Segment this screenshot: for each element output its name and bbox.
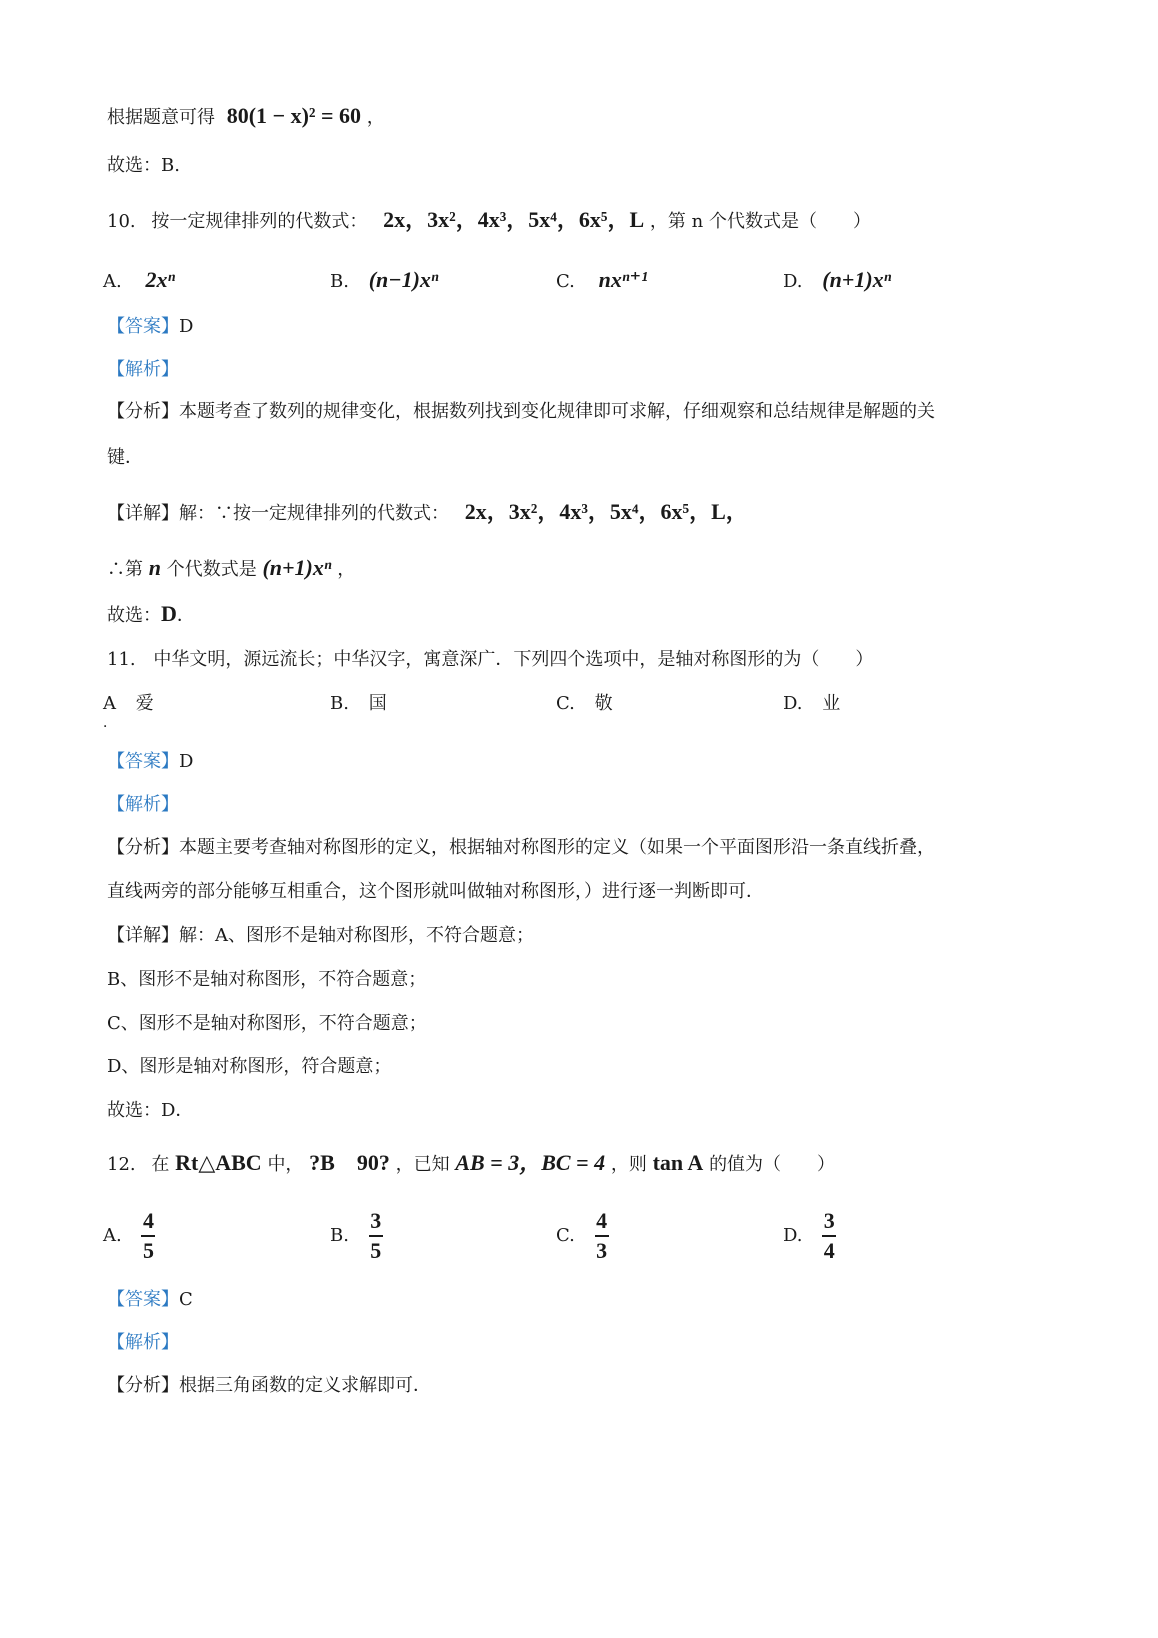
q10-choice [107,602,195,628]
option-letter: D. [783,271,803,292]
denominator: 5 [142,1238,154,1263]
q12-option-d [783,1210,836,1262]
xiangjie-sequence: 2x，3x²，4x³，5x⁴，6x⁵，L， [464,499,748,524]
q11-line-d: D、图形是轴对称图形，符合题意； [107,1056,392,1077]
option-fraction [369,1210,383,1262]
q11-stem-line [107,648,873,672]
q11-option-c [556,692,613,716]
q11-xiangjie-1 [107,924,534,948]
intro-suffix: ， [366,107,385,128]
option-fraction [822,1210,836,1262]
option-expr: nxⁿ⁺¹ [598,267,648,292]
q10-analysis-label: 【解析】 [107,359,179,380]
q12-number: 12. [107,1154,136,1175]
intro-equation: 80(1 − x)² = 60 [226,103,362,128]
answer-value: C [179,1289,193,1310]
q12-angle: ?B 90? [309,1150,390,1175]
denominator: 4 [823,1238,835,1263]
answer-value: D [179,751,194,772]
option-letter: A [103,693,116,714]
q11-analysis-label: 【解析】 [107,794,179,815]
xiangjie-2-expr: (n+1)xⁿ [262,555,332,580]
q10-xiangjie-1 [107,500,748,526]
option-letter: D. [783,693,803,714]
q12-fenxi-1 [107,1374,431,1398]
answer-label: 【答案】 [107,1289,179,1310]
q10-option-a [103,268,175,294]
option-letter: C. [556,1225,575,1246]
xiangjie-2-pre: ∴第 [107,559,143,580]
q12-option-a [103,1210,155,1262]
q10-number: 10. [107,211,136,232]
q12-option-b [330,1210,383,1262]
q10-option-b [330,268,439,294]
fenxi-text: 本题考查了数列的规律变化，根据数列找到变化规律即可求解，仔细观察和总结规律是解题的关 [179,401,935,422]
fenxi-label: 【分析】 [107,401,179,422]
option-text: 国 [368,693,387,714]
xiangjie-text: 解：A、图形不是轴对称图形，不符合题意； [179,925,534,946]
q11-option-b [330,692,387,716]
q11-answer [107,750,193,774]
xiangjie-2-mid: 个代数式是 [166,559,257,580]
fenxi-text: 本题主要考查轴对称图形的定义，根据轴对称图形的定义（如果一个平面图形沿一条直线折叠， [179,837,935,858]
xiangjie-2-n: n [148,555,161,580]
option-expr: (n−1)xⁿ [368,267,439,292]
choice-letter: D [161,601,177,626]
q12-given: AB = 3，BC = 4 [455,1150,606,1175]
q10-stem-tail: ，第 n 个代数式是（ ） [649,211,871,232]
q11-choice: 故选：D． [107,1100,194,1121]
q12-stem-5: 的值为（ ） [709,1154,836,1175]
option-letter: B. [330,1225,349,1246]
xiangjie-label: 【详解】 [107,925,179,946]
q11-line-c: C、图形不是轴对称图形，不符合题意； [107,1013,427,1034]
q12-stem-line [107,1151,835,1177]
xiangjie-2-suffix: ， [337,559,356,580]
q12-option-c [556,1210,609,1262]
denominator: 5 [370,1238,382,1263]
xiangjie-label: 【详解】 [107,503,179,524]
intro-choice: 故选：B. [107,155,180,176]
q11-number: 11. [107,649,136,670]
choice-pre: 故选： [107,605,161,626]
intro-prefix: 根据题意可得 [107,107,215,128]
denominator: 3 [596,1238,608,1263]
q10-fenxi-2: 键． [107,447,143,468]
q10-xiangjie-2 [107,556,355,582]
fenxi-text: 根据三角函数的定义求解即可． [179,1375,431,1396]
numerator: 3 [370,1208,382,1233]
q12-stem-4: ，则 [610,1154,647,1175]
q12-triangle: Rt△ABC [175,1150,262,1175]
q10-option-d [783,268,891,294]
option-fraction [141,1210,155,1262]
option-expr: (n+1)xⁿ [822,267,892,292]
q12-stem-1: 在 [151,1154,170,1175]
q11-line-b: B、图形不是轴对称图形，不符合题意； [107,969,427,990]
q10-stem: 按一定规律排列的代数式： [151,211,368,232]
q11-stem: 中华文明，源远流长；中华汉字，寓意深广．下列四个选项中，是轴对称图形的为（ ） [153,649,874,670]
q10-sequence: 2x，3x²，4x³，5x⁴，6x⁵，L [383,207,645,232]
q10-option-c [556,268,648,294]
answer-label: 【答案】 [107,316,179,337]
q11-fenxi-1 [107,836,935,860]
option-expr: 2xⁿ [145,267,176,292]
option-letter: B. [330,693,349,714]
q12-stem-3: ，已知 [395,1154,450,1175]
fenxi-label: 【分析】 [107,837,179,858]
option-letter: C. [556,271,575,292]
numerator: 3 [823,1208,835,1233]
option-letter: C. [556,693,575,714]
option-text: 敬 [594,693,613,714]
q10-answer [107,315,193,339]
option-letter: B. [330,271,349,292]
numerator: 4 [596,1208,608,1233]
q11-fenxi-2: 直线两旁的部分能够互相重合，这个图形就叫做轴对称图形，）进行逐一判断即可． [107,881,764,902]
q12-tan: tan A [652,1150,704,1175]
option-letter: A. [103,271,122,292]
q12-analysis-label: 【解析】 [107,1332,179,1353]
intro-line [107,104,385,130]
fenxi-label: 【分析】 [107,1375,179,1396]
answer-value: D [179,316,194,337]
xiangjie-text: 解：∵按一定规律排列的代数式： [179,503,449,524]
option-letter: D. [783,1225,803,1246]
option-text: 业 [822,693,841,714]
q10-fenxi-1 [107,400,935,424]
option-fraction [595,1210,609,1262]
option-text: 爱 [135,693,154,714]
option-letter: A. [103,1225,122,1246]
answer-label: 【答案】 [107,751,179,772]
q10-stem-line [107,208,871,234]
q11-option-d [783,692,840,716]
choice-suffix: ． [176,605,195,626]
q11-stray-dot: ． [103,715,117,731]
q12-stem-2: 中， [267,1154,304,1175]
numerator: 4 [142,1208,154,1233]
q12-answer [107,1288,193,1312]
